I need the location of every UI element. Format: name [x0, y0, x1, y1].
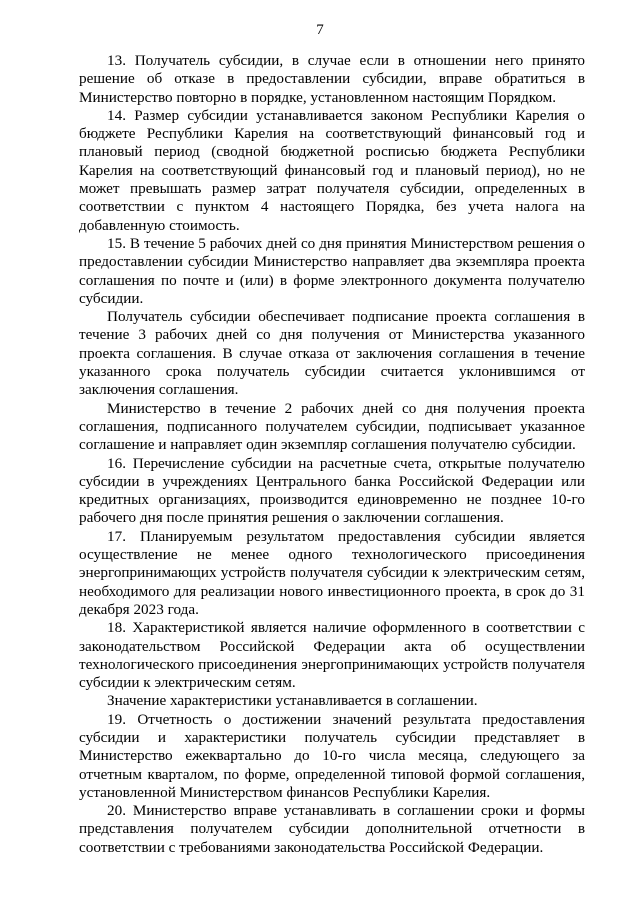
paragraph-20: 20. Министерство вправе устанавливать в соглашении сроки и формы представления получателем субсидии дополнительной отчетности в соответствии с требованиями законодательства Российской Федерации. — [79, 802, 585, 856]
paragraph-18: 18. Характеристикой является наличие оформленного в соответствии с законодательством Российской Федерации акта об осуществлении технологического присоединения энергопринимающих устройств получателя субсидии к электрическим сетям. — [79, 619, 585, 692]
paragraph-19: 19. Отчетность о достижении значений результата предоставления субсидии и характеристики получатель субсидии представляет в Министерство ежеквартально до 10-го числа месяца, следующего за отчетным кварталом, по форме, определенной типовой формой соглашения, установленной Министерством финансов Республики Карелия. — [79, 710, 585, 801]
paragraph-18-value: Значение характеристики устанавливается в соглашении. — [107, 692, 478, 710]
paragraph-15-signing: Получатель субсидии обеспечивает подписание проекта соглашения в течение 3 рабочих дней со дня получения от Министерства указанного проекта соглашения. В случае отказа от заключения соглашения в течение указанного срока получатель субсидии считается уклонившимся от заключения соглашения. — [79, 308, 585, 399]
paragraph-17: 17. Планируемым результатом предоставления субсидии является осуществление не менее одного технологического присоединения энергопринимающих устройств получателя субсидии к электрическим сетям, необходимого для реализации нового инвестиционного проекта, в срок до 31 декабря 2023 года. — [79, 527, 585, 618]
paragraph-15-ministry: Министерство в течение 2 рабочих дней со дня получения проекта соглашения, подписанного получателем субсидии, подписывает указанное соглашение и направляет один экземпляр соглашения получателю субсидии. — [79, 399, 585, 454]
paragraph-16: 16. Перечисление субсидии на расчетные счета, открытые получателю субсидии в учреждениях Центрального банка Российской Федерации или кредитных организациях, производится единовременно не позднее 10-го рабочего дня после принятия решения о заключении соглашения. — [79, 454, 585, 527]
paragraph-15: 15. В течение 5 рабочих дней со дня принятия Министерством решения о предоставлении субсидии Министерство направляет два экземпляра проекта соглашения по почте и (или) в форме электронного документа получателю субсидии. — [79, 234, 585, 307]
paragraph-13: 13. Получатель субсидии, в случае если в отношении него принято решение об отказе в предоставлении субсидии, вправе обратиться в Министерство повторно в порядке, установленном настоящим Порядком. — [79, 52, 585, 106]
page-number: 7 — [316, 22, 324, 38]
paragraph-14: 14. Размер субсидии устанавливается законом Республики Карелия о бюджете Республики Карелия на соответствующий финансовый год и плановый период (сводной бюджетной росписью бюджета Республики Карелия на соответствующий финансовый год и плановый период), но не может превышать размер затрат получателя субсидии, определенных в соответствии с пунктом 4 настоящего Порядка, без учета налога на добавленную стоимость. — [79, 106, 585, 234]
document-body — [79, 52, 585, 857]
